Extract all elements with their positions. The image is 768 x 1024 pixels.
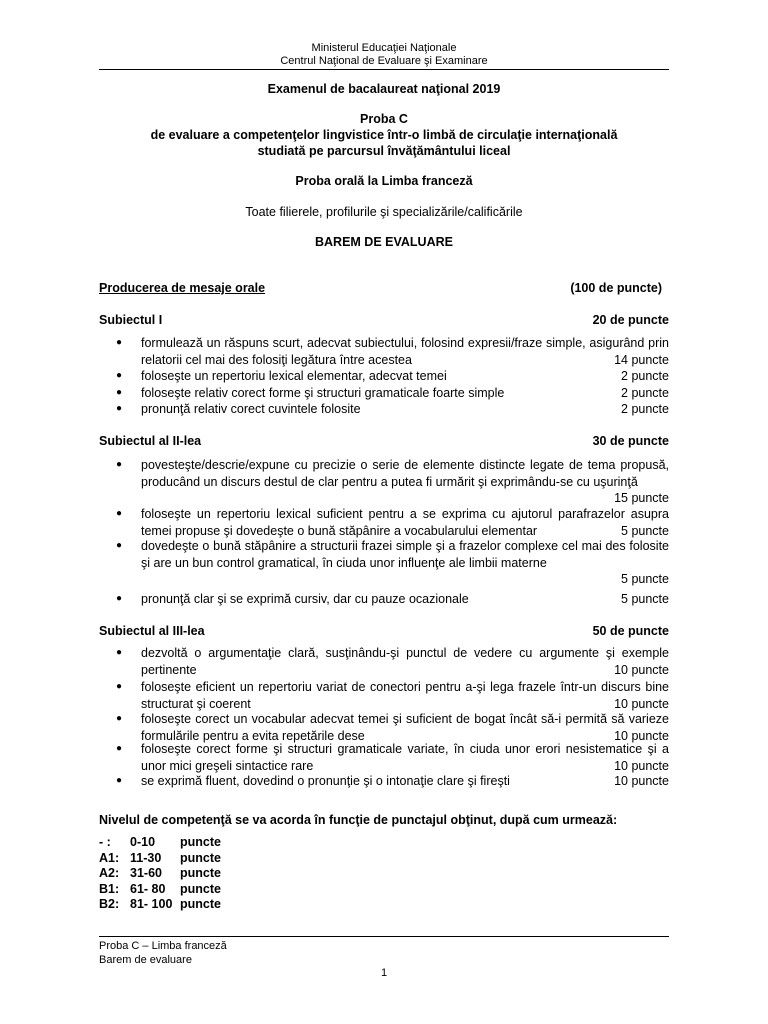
section-label: Producerea de mesaje orale [99, 281, 266, 295]
criterion-text: pronunţă relativ corect cuvintele folosite [141, 402, 361, 416]
bullet-icon: ● [116, 508, 123, 519]
level-row [99, 835, 221, 851]
criterion-points: 5 puncte [621, 523, 669, 538]
level-code: B1: [99, 881, 120, 896]
subject-points: 30 de puncte [592, 434, 669, 448]
page-footer [99, 939, 227, 967]
footer-proba: Proba C – Limba franceză [99, 940, 227, 952]
list-item [116, 711, 669, 744]
subject-2-heading [99, 434, 669, 448]
subject-title: Subiectul I [99, 313, 163, 327]
level-code: B2: [99, 897, 120, 911]
subject-3-heading [99, 624, 669, 638]
proba-description-1: de evaluare a competenţelor lingvistice într-o limbă de circulaţie internaţională [150, 128, 618, 142]
criterion-points: 10 puncte [614, 662, 669, 677]
list-item [116, 538, 669, 588]
level-range: 81- 100 [130, 897, 173, 911]
levels-table [99, 835, 221, 913]
proba-title: Proba C [360, 112, 408, 126]
level-unit: puncte [180, 866, 221, 880]
criterion-text: formulează un răspuns scurt, adecvat subiectului, folosind expresii/fraze simple, asigurând prin relatorii cel mai des folosiţi legătura între acestea [141, 336, 669, 367]
criterion-text: foloseşte relativ corect forme şi structuri gramaticale foarte simple [141, 386, 505, 400]
bullet-icon: ● [116, 743, 123, 754]
bullet-icon: ● [116, 593, 123, 604]
footer-divider [99, 936, 669, 937]
list-item [116, 741, 669, 774]
level-unit: puncte [180, 835, 221, 849]
header-divider [99, 69, 669, 70]
bullet-icon: ● [116, 713, 123, 724]
section-points: (100 de puncte) [570, 281, 662, 295]
criterion-text: foloseşte corect forme şi structuri gramaticale variate, în ciuda unor erori nesistematice şi a unor mici greşeli sintactice rare [141, 742, 669, 773]
page-header [99, 42, 669, 68]
criterion-text: foloseşte eficient un repertoriu variat de conectori pentru a-şi lega frazele într-un discurs bine structurat şi coerent [141, 680, 669, 711]
bullet-icon: ● [116, 540, 123, 551]
section-heading [99, 281, 669, 295]
criterion-text: foloseşte corect un vocabular adecvat temei şi suficient de bogat încât să-i permită să varieze formulările pentru a evita repetările dese [141, 712, 669, 743]
subject-title: Subiectul al II-lea [99, 434, 202, 448]
bullet-icon: ● [116, 775, 123, 786]
list-item [116, 679, 669, 712]
criterion-points: 10 puncte [614, 696, 669, 711]
list-item [116, 645, 669, 678]
subject-points: 20 de puncte [592, 313, 669, 327]
list-item [116, 368, 669, 385]
bullet-icon: ● [116, 337, 123, 348]
header-center: Centrul Naţional de Evaluare şi Examinare [280, 55, 488, 67]
criterion-text: dezvoltă o argumentaţie clară, susţinându-şi punctul de vedere cu argumente şi exemple pertinente [141, 646, 669, 677]
criterion-points: 2 puncte [621, 369, 669, 383]
barem-title: BAREM DE EVALUARE [315, 235, 453, 249]
criterion-points: 5 puncte [621, 572, 669, 586]
level-code: A2: [99, 866, 120, 880]
level-range: 11-30 [130, 850, 162, 865]
list-item [116, 335, 669, 368]
page-number: 1 [380, 967, 388, 979]
criterion-text: dovedeşte o bună stăpânire a structurii frazei simple şi a frazelor complexe cel mai des folosite şi are un bun control gramatical, în ciuda unor influenţe ale limbii materne [141, 539, 669, 570]
level-code: - : [99, 835, 111, 849]
criterion-points: 5 puncte [621, 592, 669, 606]
bullet-icon: ● [116, 403, 123, 414]
level-unit: puncte [180, 897, 221, 911]
level-row [99, 851, 221, 867]
criterion-points: 10 puncte [614, 758, 669, 773]
level-row [99, 897, 221, 913]
footer-barem: Barem de evaluare [99, 954, 192, 966]
list-item [116, 385, 669, 402]
criterion-text: se exprimă fluent, dovedind o pronunţie şi o intonaţie clare şi fireşti [141, 774, 510, 788]
subject-1-heading [99, 313, 669, 327]
list-item [116, 401, 669, 418]
level-range: 61- 80 [130, 881, 166, 896]
header-ministry: Ministerul Educaţiei Naţionale [311, 42, 457, 54]
criterion-points: 10 puncte [614, 774, 669, 788]
criterion-points: 2 puncte [621, 402, 669, 416]
bullet-icon: ● [116, 370, 123, 381]
criterion-points: 14 puncte [614, 352, 669, 367]
subject-title: Subiectul al III-lea [99, 624, 205, 638]
bullet-icon: ● [116, 681, 123, 692]
level-row [99, 882, 221, 898]
level-unit: puncte [180, 881, 221, 896]
subject-points: 50 de puncte [592, 624, 669, 638]
criterion-points: 2 puncte [621, 386, 669, 400]
criterion-text: foloseşte un repertoriu lexical suficient pentru a se exprima cu ajutorul parafrazelor asupra temei propuse şi dovedeşte o bună stăpânire a vocabularului elementar [141, 507, 669, 538]
levels-intro: Nivelul de competenţă se va acorda în funcţie de punctajul obţinut, după cum urmează: [99, 813, 618, 827]
list-item [116, 457, 669, 507]
level-code: A1: [99, 850, 120, 865]
criterion-points: 10 puncte [614, 728, 669, 743]
filiere-line: Toate filierele, profilurile şi specializările/calificările [245, 205, 523, 219]
criterion-text: povesteşte/descrie/expune cu precizie o serie de elemente distincte legate de tema propusă, producând un discurs destul de clar pentru a putea fi urmărit şi exprimându-se cu uşurinţă [141, 458, 669, 489]
level-row [99, 866, 221, 882]
bullet-icon: ● [116, 647, 123, 658]
bullet-icon: ● [116, 459, 123, 470]
criterion-points: 15 puncte [614, 491, 669, 505]
oral-test-title: Proba orală la Limba franceză [295, 174, 473, 188]
bullet-icon: ● [116, 387, 123, 398]
level-range: 31-60 [130, 866, 162, 880]
level-unit: puncte [180, 850, 221, 865]
criterion-text: pronunţă clar şi se exprimă cursiv, dar cu pauze ocazionale [141, 592, 469, 606]
list-item [116, 773, 669, 790]
list-item [116, 506, 669, 539]
proba-description-2: studiată pe parcursul învăţământului liceal [257, 144, 511, 158]
criterion-text: foloseşte un repertoriu lexical elementar, adecvat temei [141, 369, 447, 383]
level-range: 0-10 [130, 835, 156, 849]
list-item [116, 591, 669, 608]
exam-title: Examenul de bacalaureat naţional 2019 [267, 82, 501, 96]
